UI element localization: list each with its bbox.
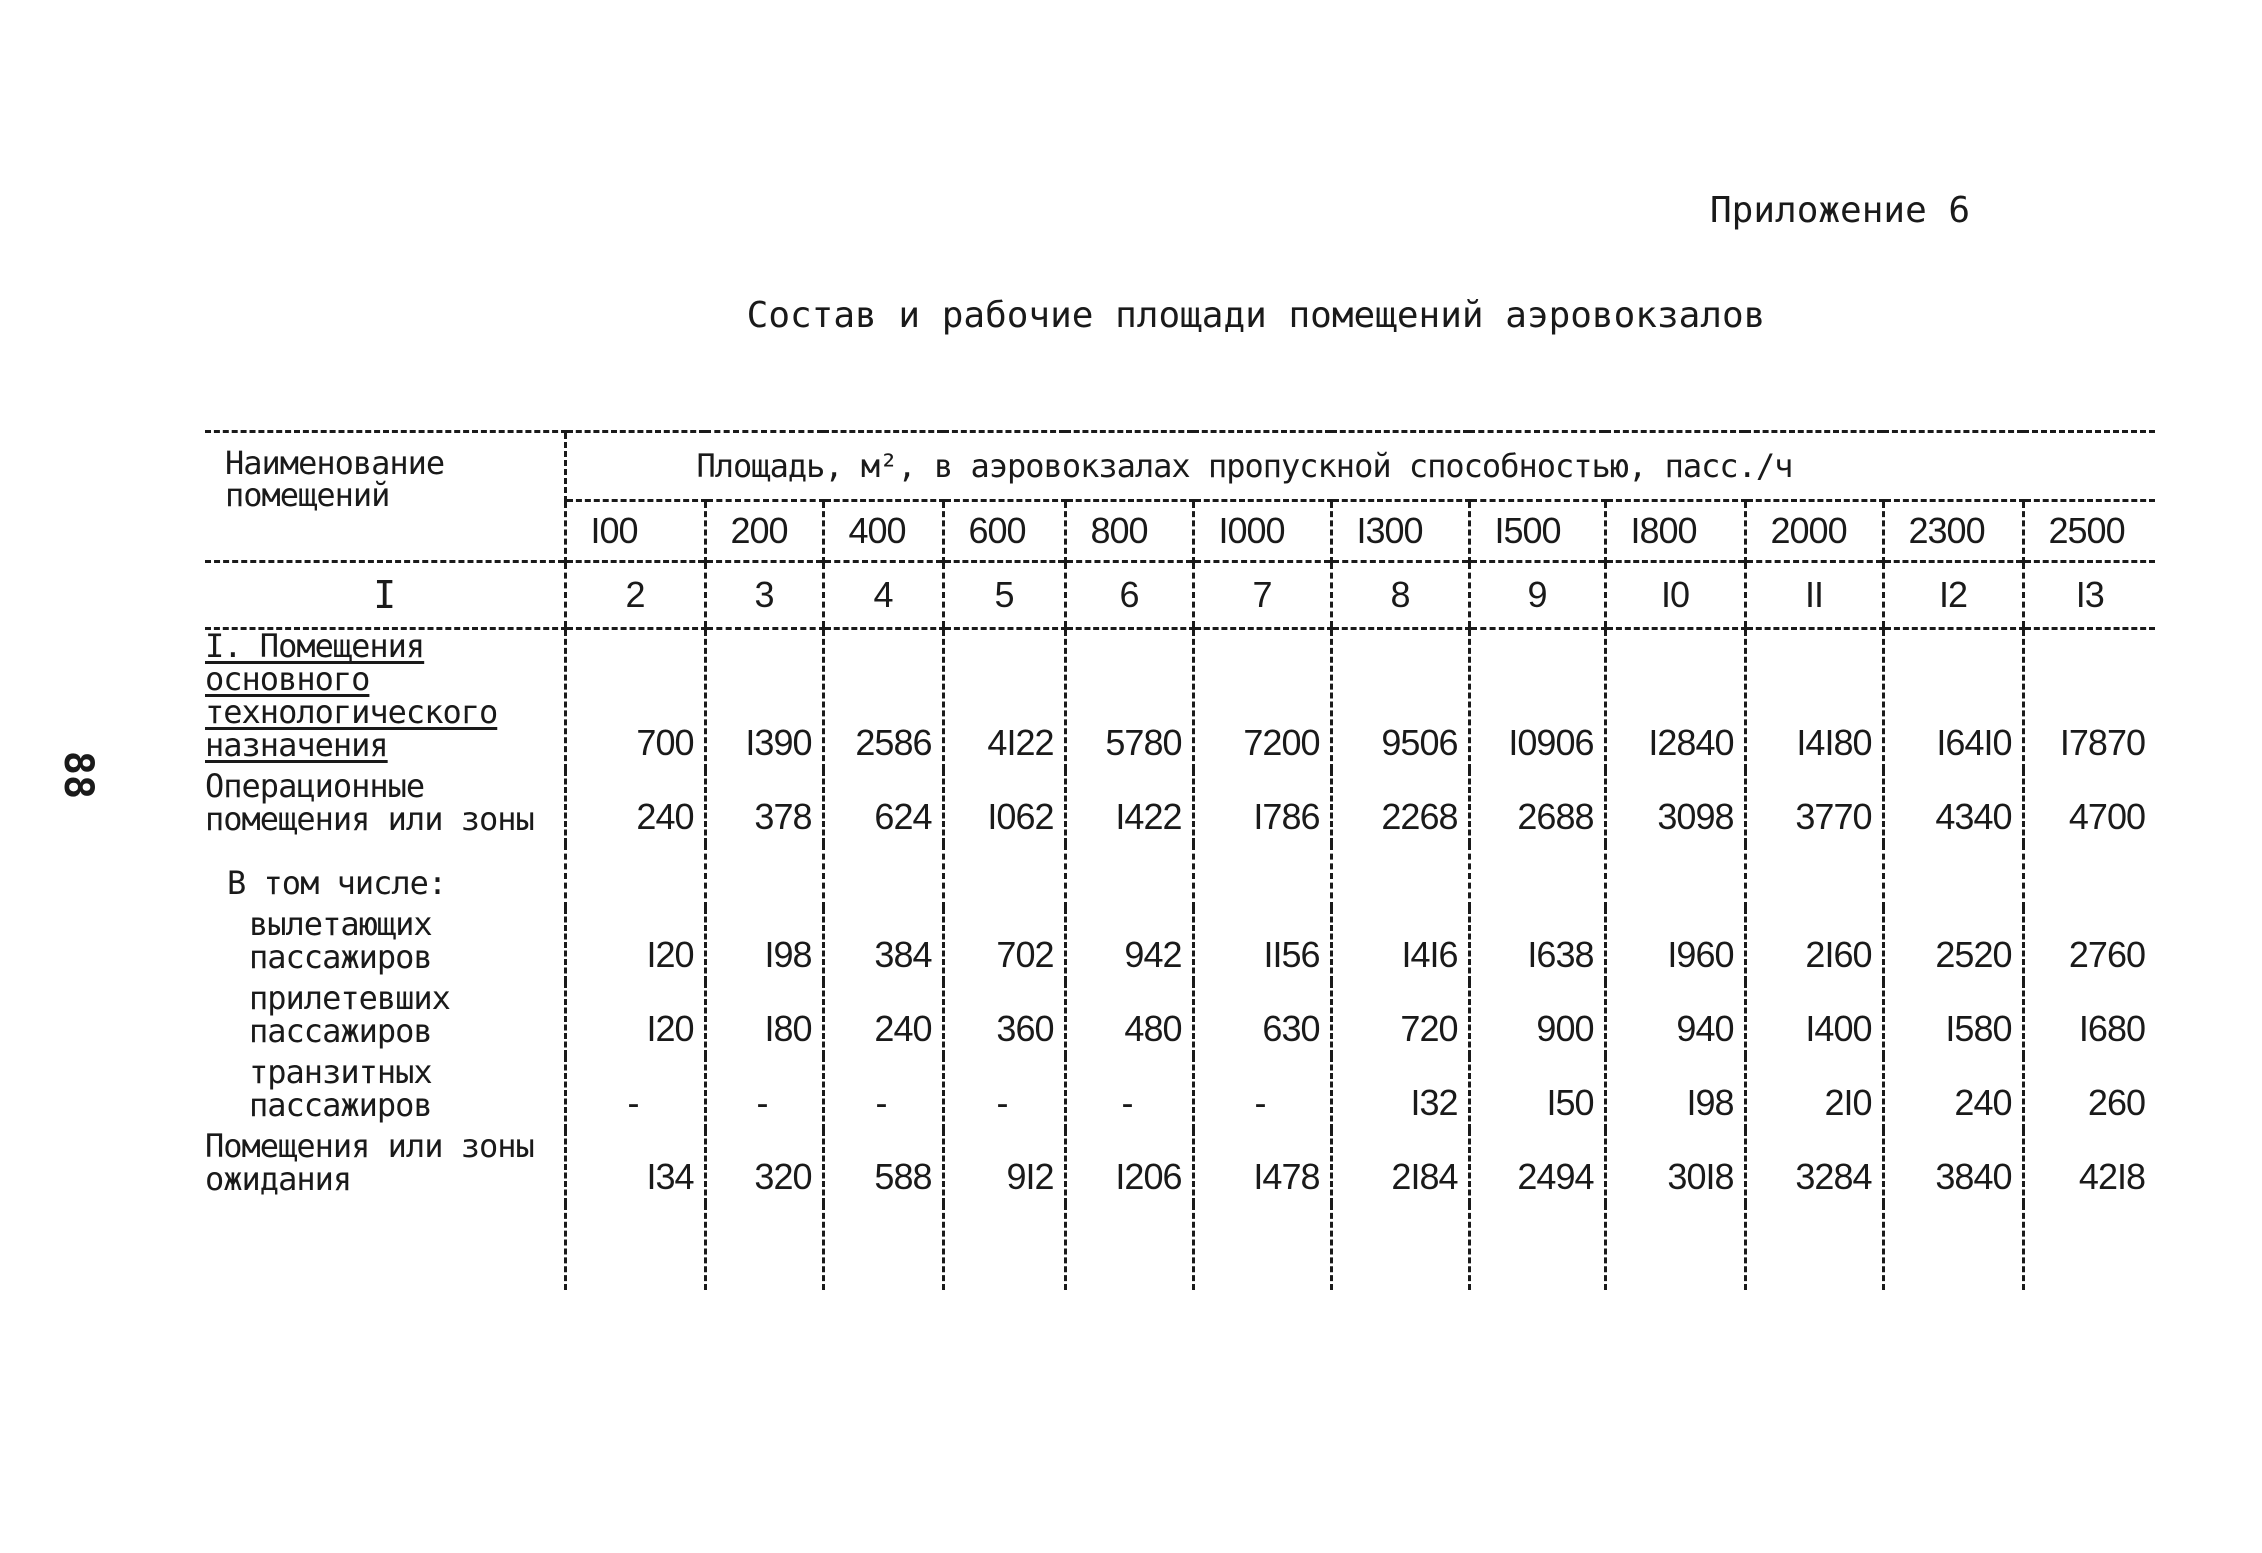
table-cell: - [705,1056,823,1130]
area-header [565,432,2155,501]
table-cell [565,1204,705,1290]
table-cell: 2688 [1469,770,1605,844]
table-cell: 2520 [1883,908,2023,982]
table-body [205,432,2155,1291]
table-cell: - [1065,1056,1193,1130]
table-cell: 624 [823,770,943,844]
table-cell [705,844,823,908]
table-cell: I80 [705,982,823,1056]
table-cell: I20 [565,982,705,1056]
table-cell: 720 [1331,982,1469,1056]
capacity-header: 2300 [1883,501,2023,562]
table-cell: I680 [2023,982,2155,1056]
table-cell: 942 [1065,908,1193,982]
table-cell: 4700 [2023,770,2155,844]
table-cell: 2586 [823,629,943,771]
table-cell: 9I2 [943,1130,1065,1204]
table-cell: I062 [943,770,1065,844]
table-cell: I2840 [1605,629,1745,771]
row-name [205,844,565,908]
table-cell [1605,844,1745,908]
row-name [205,629,565,771]
table-cell [1883,1204,2023,1290]
table-trailing-row [205,1204,2155,1290]
table-cell: 5780 [1065,629,1193,771]
table-cell: I20 [565,908,705,982]
table-cell: 42I8 [2023,1130,2155,1204]
table-cell: I580 [1883,982,2023,1056]
column-number: 8 [1331,562,1469,629]
capacity-header: I800 [1605,501,1745,562]
column-number: I0 [1605,562,1745,629]
table-cell [1331,1204,1469,1290]
table-cell: 3770 [1745,770,1883,844]
capacity-header: 2000 [1745,501,1883,562]
capacity-header: I500 [1469,501,1605,562]
table-cell: II56 [1193,908,1331,982]
capacity-header: 200 [705,501,823,562]
table-cell: 378 [705,770,823,844]
table-cell: 900 [1469,982,1605,1056]
appendix-label: Приложение 6 [1710,190,1971,231]
row-name-text: вылетающих пассажиров [249,905,432,976]
area-header-text: Площадь, м², в аэровокзалах пропускной способностью, пасс./ч [696,447,1793,485]
column-number: 6 [1065,562,1193,629]
table-row [205,844,2155,908]
column-number-row [205,562,2155,629]
column-number: 9 [1469,562,1605,629]
table-cell: - [823,1056,943,1130]
table-header-row [205,432,2155,501]
table-row [205,908,2155,982]
row-name [205,979,565,1056]
column-number: I3 [2023,562,2155,629]
row-name [205,767,565,844]
table-cell: 480 [1065,982,1193,1056]
table-cell: 588 [823,1130,943,1204]
table-cell [1745,1204,1883,1290]
capacity-header: I300 [1331,501,1469,562]
table-cell: I4I80 [1745,629,1883,771]
table-cell: 320 [705,1130,823,1204]
table-cell: 940 [1605,982,1745,1056]
table-cell [1469,1204,1605,1290]
table-row [205,982,2155,1056]
column-number: II [1745,562,1883,629]
table-row [205,629,2155,771]
table-cell: 4I22 [943,629,1065,771]
table-cell: I422 [1065,770,1193,844]
row-name-text: В том числе: [227,864,447,902]
table-cell: I32 [1331,1056,1469,1130]
table-row [205,1056,2155,1130]
capacity-header: I000 [1193,501,1331,562]
table-cell [1193,844,1331,908]
capacity-header: 800 [1065,501,1193,562]
page-title: Состав и рабочие площади помещений аэровокзалов [746,295,1766,336]
table-cell: 3840 [1883,1130,2023,1204]
column-number: I2 [1883,562,2023,629]
table-cell: I0906 [1469,629,1605,771]
table-cell: 3284 [1745,1130,1883,1204]
table-cell: 700 [565,629,705,771]
column-number: 4 [823,562,943,629]
table-cell [943,844,1065,908]
table-cell: 3098 [1605,770,1745,844]
table-cell: I4I6 [1331,908,1469,982]
column-number: 5 [943,562,1065,629]
table-cell: I50 [1469,1056,1605,1130]
row-name-text: Помещения или зоны ожидания [205,1127,534,1198]
table-cell: 9506 [1331,629,1469,771]
table-cell [1605,1204,1745,1290]
column-number: 7 [1193,562,1331,629]
table-cell: 2494 [1469,1130,1605,1204]
row-name-text: прилетевших пассажиров [249,979,450,1050]
table-cell [1065,1204,1193,1290]
row-name-text: I. Помещения основного технологического назначения [205,627,498,764]
table-cell: 240 [1883,1056,2023,1130]
table-cell [565,844,705,908]
column-number: 3 [705,562,823,629]
table-cell [823,1204,943,1290]
table-cell: I786 [1193,770,1331,844]
area-table [205,430,2155,1290]
table-cell: 702 [943,908,1065,982]
row-name [205,1127,565,1204]
table-cell: I960 [1605,908,1745,982]
table-cell: 2I0 [1745,1056,1883,1130]
table-cell: 2I84 [1331,1130,1469,1204]
table-cell: 240 [823,982,943,1056]
table-cell: 30I8 [1605,1130,1745,1204]
table-cell [1193,1204,1331,1290]
table-cell [823,844,943,908]
table-cell [1883,844,2023,908]
table-cell: - [1193,1056,1331,1130]
row-name [205,1053,565,1130]
table-cell [1469,844,1605,908]
table-cell: I98 [1605,1056,1745,1130]
table-cell [943,1204,1065,1290]
table-cell: I98 [705,908,823,982]
table-cell: - [943,1056,1065,1130]
table-cell: 2760 [2023,908,2155,982]
column-number: 2 [565,562,705,629]
table-cell: I206 [1065,1130,1193,1204]
table-cell [2023,844,2155,908]
table-cell: 630 [1193,982,1331,1056]
row-name [205,1204,565,1290]
name-header-text: Наименование помещений [225,444,445,514]
table-cell: I390 [705,629,823,771]
row-name-text: транзитных пассажиров [249,1053,432,1124]
table-row [205,770,2155,844]
capacity-header: I00 [565,501,705,562]
page-number: 88 [55,750,101,800]
capacity-header: 2500 [2023,501,2155,562]
table-cell: 4340 [1883,770,2023,844]
name-header [205,432,565,562]
table-cell [705,1204,823,1290]
row-name [205,905,565,982]
capacity-header: 400 [823,501,943,562]
table-cell [1745,844,1883,908]
table-cell: I7870 [2023,629,2155,771]
table-cell: 240 [565,770,705,844]
row-name-text: Операционные помещения или зоны [205,767,534,838]
column-number: I [205,562,565,629]
table-cell: I638 [1469,908,1605,982]
table-cell: 360 [943,982,1065,1056]
table-cell: 2I60 [1745,908,1883,982]
table-cell: 2268 [1331,770,1469,844]
table-row [205,1130,2155,1204]
table-cell [2023,1204,2155,1290]
capacity-header: 600 [943,501,1065,562]
table-cell: - [565,1056,705,1130]
table-cell: I64I0 [1883,629,2023,771]
table-cell: I478 [1193,1130,1331,1204]
table-cell [1065,844,1193,908]
table-cell: 7200 [1193,629,1331,771]
table-cell: 384 [823,908,943,982]
table-cell [1331,844,1469,908]
table-cell: I400 [1745,982,1883,1056]
table-cell: 260 [2023,1056,2155,1130]
table-cell: I34 [565,1130,705,1204]
